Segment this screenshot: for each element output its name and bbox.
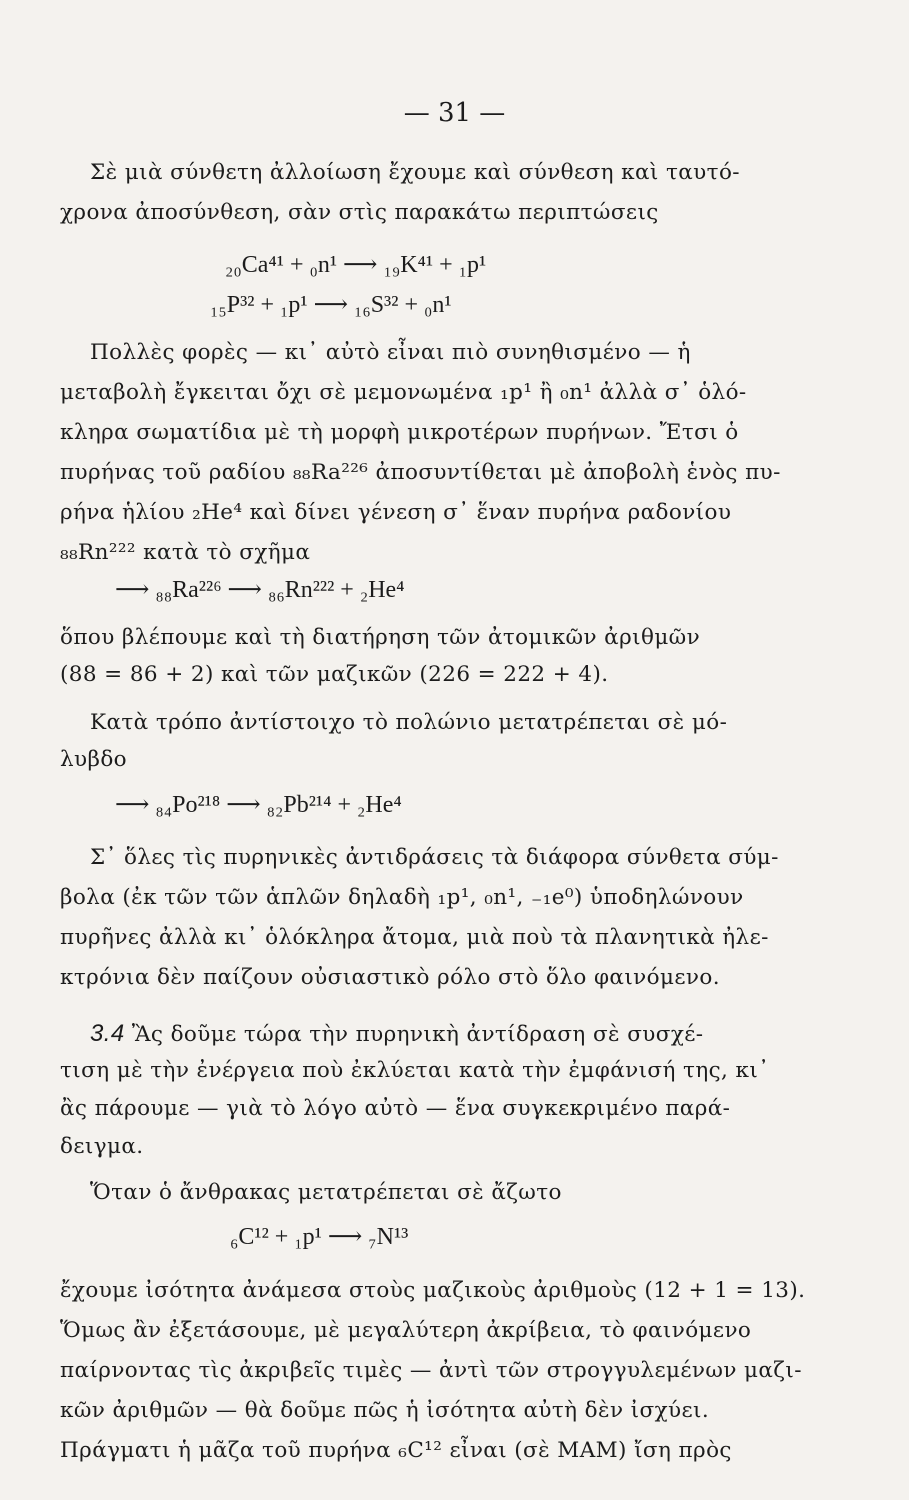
paragraph-line: (88 = 86 + 2) καὶ τῶν μαζικῶν (226 = 222 + 4).: [60, 662, 609, 687]
paragraph-line: λυβδο: [60, 747, 128, 772]
paragraph-line: κτρόνια δὲν παίζουν οὐσιαστικὸ ρόλο στὸ ὅλο φαινόμενο.: [60, 965, 720, 990]
paragraph-line: ὅπου βλέπουμε καὶ τὴ διατήρηση τῶν ἀτομικῶν ἀριθμῶν: [60, 625, 701, 650]
paragraph-line: Ὅταν ὁ ἄνθρακας μετατρέπεται σὲ ἄζωτο: [90, 1180, 562, 1205]
paragraph-line: πυρήνας τοῦ ραδίου ₈₈Ra²²⁶ ἀποσυντίθεται μὲ ἀποβολὴ ἑνὸς πυ-: [60, 460, 781, 485]
section-number: 3.4: [90, 1020, 125, 1047]
paragraph-line: χρονα ἀποσύνθεση, σὰν στὶς παρακάτω περιπτώσεις: [60, 200, 659, 225]
paragraph-line: ₈₈Rn²²² κατὰ τὸ σχῆμα: [60, 540, 311, 565]
paragraph-line: Σ᾿ ὅλες τὶς πυρηνικὲς ἀντιδράσεις τὰ διάφορα σύνθετα σύμ-: [90, 845, 779, 870]
paragraph-line: Πράγματι ἡ μᾶζα τοῦ πυρήνα ₆C¹² εἶναι (σὲ ΜΑΜ) ἴση πρὸς: [60, 1438, 732, 1463]
equation-ra-rn: ⟶ ₈₈Ra²²⁶ ⟶ ₈₆Rn²²² + ₂He⁴: [115, 577, 405, 603]
paragraph-line: πυρῆνες ἀλλὰ κι᾿ ὁλόκληρα ἄτομα, μιὰ ποὺ τὰ πλανητικὰ ἠλε-: [60, 925, 769, 950]
paragraph-line: βολα (ἐκ τῶν τῶν ἁπλῶν δηλαδὴ ₁p¹, ₀n¹, ₋₁e⁰) ὑποδηλώνουν: [60, 885, 744, 910]
section-paragraph-line: [90, 1020, 790, 1048]
paragraph-line: ἔχουμε ἰσότητα ἀνάμεσα στοὺς μαζικοὺς ἀριθμοὺς (12 + 1 = 13).: [60, 1278, 806, 1303]
paragraph-line: παίρνοντας τὶς ἀκριβεῖς τιμὲς — ἀντὶ τῶν στρογγυλεμένων μαζι-: [60, 1358, 802, 1383]
paragraph-line: τιση μὲ τὴν ἐνέργεια ποὺ ἐκλύεται κατὰ τὴν ἐμφάνισή της, κι᾿: [60, 1058, 770, 1083]
equation-po-pb: ⟶ ₈₄Po²¹⁸ ⟶ ₈₂Pb²¹⁴ + ₂He⁴: [115, 792, 402, 818]
paragraph-line: ρήνα ἡλίου ₂He⁴ καὶ δίνει γένεση σ᾿ ἕναν πυρήνα ραδονίου: [60, 500, 732, 525]
page-number: — 31 —: [403, 98, 506, 128]
equation-ca-k: ₂₀Ca⁴¹ + ₀n¹ ⟶ ₁₉K⁴¹ + ₁p¹: [225, 252, 487, 278]
paragraph-line: Σὲ μιὰ σύνθετη ἀλλοίωση ἔχουμε καὶ σύνθεση καὶ ταυτό-: [90, 160, 740, 185]
section-text: Ἂς δοῦμε τώρα τὴν πυρηνικὴ ἀντίδραση σὲ συσχέ-: [131, 1022, 704, 1047]
paragraph-line: κῶν ἀριθμῶν — θὰ δοῦμε πῶς ἡ ἰσότητα αὐτὴ δὲν ἰσχύει.: [60, 1398, 710, 1423]
equation-p-s: ₁₅P³² + ₁p¹ ⟶ ₁₆S³² + ₀n¹: [210, 292, 452, 318]
paragraph-line: μεταβολὴ ἔγκειται ὄχι σὲ μεμονωμένα ₁p¹ ἢ ₀n¹ ἀλλὰ σ᾿ ὁλό-: [60, 380, 747, 405]
paragraph-line: Κατὰ τρόπο ἀντίστοιχο τὸ πολώνιο μετατρέπεται σὲ μό-: [90, 710, 728, 735]
paragraph-line: ἂς πάρουμε — γιὰ τὸ λόγο αὐτὸ — ἕνα συγκεκριμένο παρά-: [60, 1096, 731, 1121]
paragraph-line: Ὅμως ἂν ἐξετάσουμε, μὲ μεγαλύτερη ἀκρίβεια, τὸ φαινόμενο: [60, 1318, 752, 1343]
paragraph-line: Πολλὲς φορὲς — κι᾿ αὐτὸ εἶναι πιὸ συνηθισμένο — ἡ: [90, 340, 691, 365]
paragraph-line: κληρα σωματίδια μὲ τὴ μορφὴ μικροτέρων πυρήνων. Ἔτσι ὁ: [60, 420, 739, 445]
equation-c-n: ₆C¹² + ₁p¹ ⟶ ₇N¹³: [230, 1224, 409, 1250]
paragraph-line: δειγμα.: [60, 1134, 144, 1159]
